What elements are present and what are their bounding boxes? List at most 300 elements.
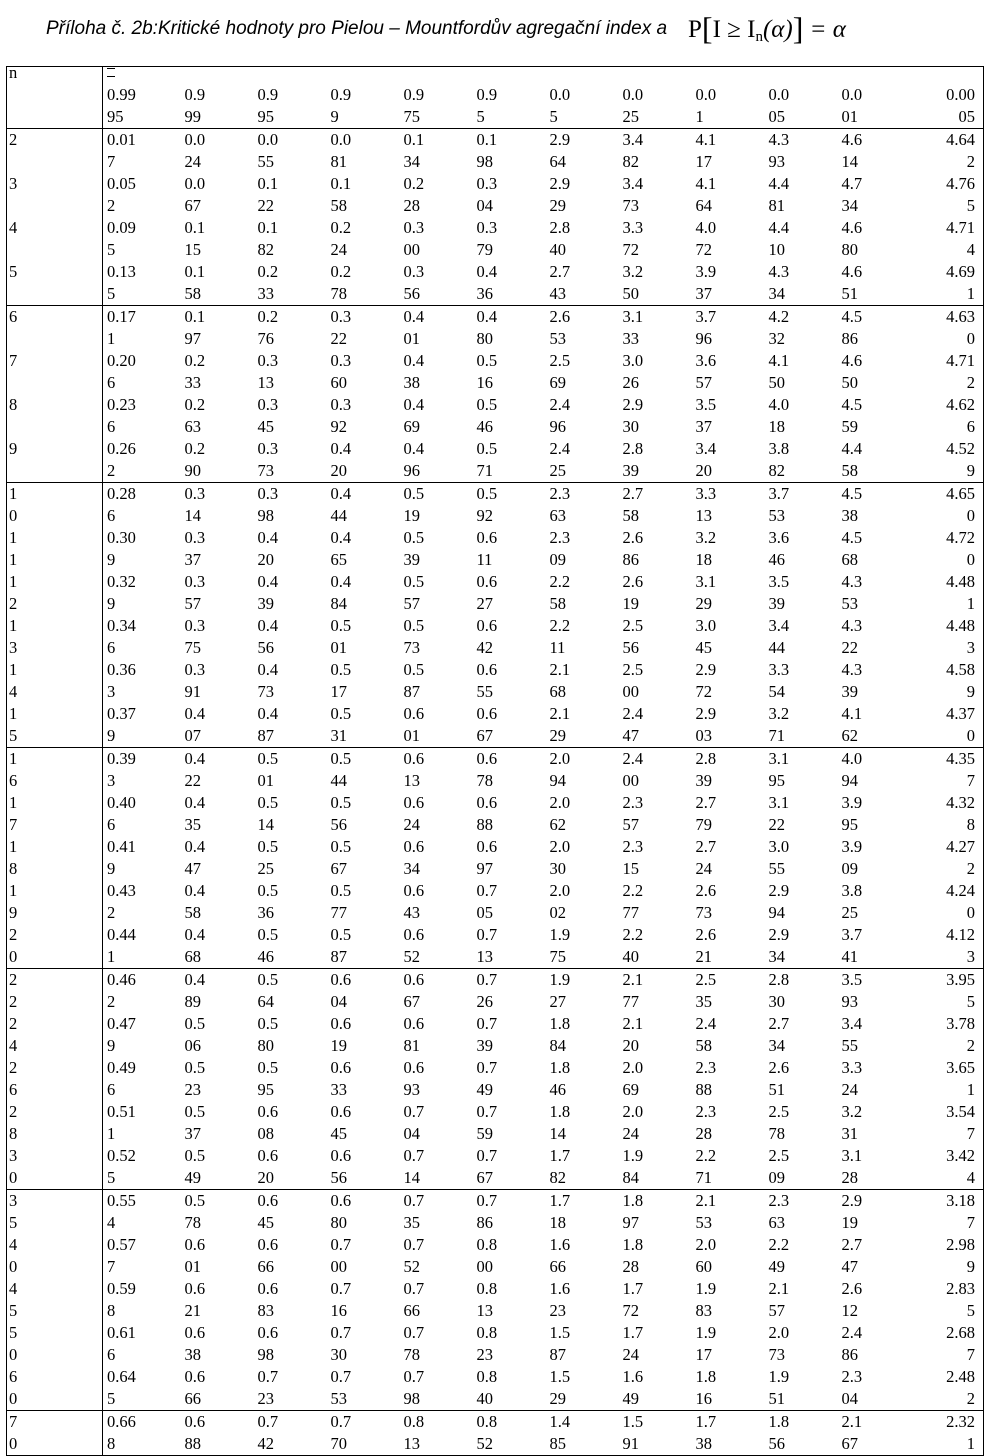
critical-value: 0.7: [476, 881, 498, 900]
critical-value-continued: 6: [107, 638, 116, 657]
critical-value-continued: 69: [622, 1080, 639, 1099]
table-row-continued: [7, 593, 984, 615]
n-value-continued: 4: [7, 1035, 103, 1057]
critical-value-continued: 14: [549, 1124, 566, 1143]
critical-value-continued: 25: [549, 461, 566, 480]
critical-value: 4.6: [838, 129, 911, 152]
n-value-continued: 0: [7, 1433, 103, 1456]
critical-value: 0.17: [103, 306, 181, 329]
critical-value-continued: 30: [768, 992, 785, 1011]
critical-value-continued: 3: [911, 946, 984, 969]
critical-value-continued: 64: [695, 196, 712, 215]
critical-value-continued: 32: [768, 329, 785, 348]
table-row-continued: [7, 372, 984, 394]
critical-value-continued: 72: [695, 682, 712, 701]
critical-value: 0.49: [107, 1058, 136, 1077]
critical-value-continued: 77: [622, 903, 639, 922]
critical-value: 2.4: [549, 439, 571, 458]
critical-value: 1.7: [546, 1190, 619, 1213]
critical-value-continued: 84: [622, 1168, 639, 1187]
n-value: 5: [7, 261, 103, 283]
critical-value-continued: 86: [841, 329, 858, 348]
critical-value: 0.8: [400, 1411, 473, 1434]
critical-value: 0.6: [257, 1279, 279, 1298]
alpha-header-bottom: 95: [107, 107, 124, 126]
critical-value-continued: 34: [403, 859, 420, 878]
overbar-mark: [107, 67, 115, 83]
critical-value-continued: 02: [549, 903, 566, 922]
table-row: [7, 129, 984, 152]
critical-value: 0.6: [476, 837, 498, 856]
critical-value-continued: 45: [695, 638, 712, 657]
critical-value-continued: 34: [841, 196, 858, 215]
critical-value-continued: 24: [695, 859, 712, 878]
critical-value: 0.7: [473, 969, 546, 992]
critical-value: 4.69: [911, 261, 984, 283]
critical-value-continued: 08: [257, 1124, 274, 1143]
critical-value-continued: 22: [184, 771, 201, 790]
critical-value: 2.5: [622, 616, 644, 635]
critical-value: 0.3: [257, 439, 279, 458]
critical-value: 0.7: [403, 1102, 425, 1121]
critical-value: 0.6: [476, 528, 498, 547]
critical-value: 1.5: [549, 1367, 571, 1386]
critical-value: 0.61: [107, 1323, 136, 1342]
critical-value: 0.7: [403, 1235, 425, 1254]
critical-value-continued: 22: [257, 196, 274, 215]
table-row-continued: [7, 814, 984, 836]
table-row-continued: [7, 1212, 984, 1234]
critical-value: 0.7: [330, 1279, 352, 1298]
critical-value: 3.2: [768, 704, 790, 723]
critical-value: 2.4: [622, 704, 644, 723]
critical-value: 4.76: [911, 173, 984, 195]
n-value-continued: 5: [7, 1300, 103, 1322]
critical-value-continued: 33: [330, 1080, 347, 1099]
critical-value-continued: 4: [911, 239, 984, 261]
n-value: 8: [7, 394, 103, 416]
critical-value: 2.5: [622, 660, 644, 679]
critical-value: 2.0: [549, 793, 571, 812]
critical-value-continued: 31: [330, 726, 347, 745]
critical-value: 2.2: [549, 616, 571, 635]
n-value-continued: 7: [7, 814, 103, 836]
critical-value-continued: 11: [476, 550, 493, 569]
critical-value-continued: 24: [622, 1124, 639, 1143]
critical-value-continued: 60: [330, 373, 347, 392]
critical-value: 1.8: [549, 1014, 571, 1033]
n-value-continued: 2: [7, 991, 103, 1013]
critical-value-continued: 30: [330, 1345, 347, 1364]
critical-value: 4.4: [841, 439, 863, 458]
critical-value-continued: 9: [911, 1256, 984, 1278]
critical-value: 3.7: [841, 925, 863, 944]
table-row: [7, 438, 984, 460]
critical-value-continued: 37: [695, 284, 712, 303]
critical-value: 4.5: [841, 528, 863, 547]
critical-value-continued: 46: [257, 947, 274, 966]
critical-value-continued: 39: [257, 594, 274, 613]
table-row-continued: [7, 1256, 984, 1278]
critical-value-continued: 91: [619, 1433, 692, 1456]
critical-value-continued: 87: [257, 726, 274, 745]
critical-value: 4.62: [911, 394, 984, 416]
table-row-continued: [7, 151, 984, 173]
critical-value-continued: 34: [768, 947, 785, 966]
critical-value-continued: 53: [841, 594, 858, 613]
critical-value-continued: 55: [841, 1036, 858, 1055]
critical-value: 3.54: [911, 1101, 984, 1123]
critical-value: 4.7: [841, 174, 863, 193]
critical-value-continued: 82: [257, 240, 274, 259]
critical-value-continued: 25: [257, 859, 274, 878]
table-row-continued: [7, 858, 984, 880]
n-value: 2: [7, 129, 103, 152]
critical-value: 0.3: [403, 218, 425, 237]
critical-value-continued: 79: [476, 240, 493, 259]
critical-value-continued: 20: [257, 550, 274, 569]
table-row-continued: [7, 328, 984, 350]
critical-value-continued: 8: [911, 814, 984, 836]
critical-value-continued: 68: [549, 682, 566, 701]
critical-value-continued: 97: [476, 859, 493, 878]
critical-value: 3.4: [619, 129, 692, 152]
alpha-header-top: 0.00: [911, 84, 984, 106]
critical-value-continued: 5: [911, 991, 984, 1013]
critical-value-continued: 24: [330, 240, 347, 259]
critical-value: 0.4: [327, 483, 400, 506]
critical-value-continued: 77: [330, 903, 347, 922]
n-value: 4: [7, 1278, 103, 1300]
critical-value: 0.6: [403, 1014, 425, 1033]
critical-value-continued: 34: [403, 152, 420, 171]
critical-value: 0.3: [181, 483, 254, 506]
critical-value: 1.9: [768, 1367, 790, 1386]
critical-value-continued: 39: [841, 682, 858, 701]
critical-value-continued: 36: [257, 903, 274, 922]
critical-value: 4.3: [765, 129, 838, 152]
critical-value-continued: 64: [549, 152, 566, 171]
critical-value-continued: 50: [622, 284, 639, 303]
critical-value-continued: 00: [476, 1257, 493, 1276]
critical-value: 2.8: [765, 969, 838, 992]
critical-value: 4.65: [911, 483, 984, 506]
critical-value-continued: 28: [622, 1257, 639, 1276]
critical-value-continued: 41: [841, 947, 858, 966]
critical-value-continued: 58: [184, 284, 201, 303]
critical-value: 3.9: [841, 793, 863, 812]
n-value: 1: [7, 659, 103, 681]
critical-value-continued: 98: [476, 152, 493, 171]
table-row: [7, 217, 984, 239]
critical-value: 3.1: [765, 748, 838, 771]
critical-value: 3.4: [768, 616, 790, 635]
table-row: [7, 1322, 984, 1344]
critical-value: 2.1: [549, 704, 571, 723]
critical-value: 0.0: [254, 129, 327, 152]
critical-value: 1.7: [549, 1146, 571, 1165]
critical-value: 0.6: [257, 1102, 279, 1121]
critical-value-continued: 23: [549, 1301, 566, 1320]
critical-value: 2.1: [838, 1411, 911, 1434]
critical-value-continued: 18: [549, 1213, 566, 1232]
critical-value: 2.7: [549, 262, 571, 281]
critical-value-continued: 94: [768, 903, 785, 922]
table-row: [7, 792, 984, 814]
critical-value-continued: 88: [695, 1080, 712, 1099]
header-row-alpha: [7, 84, 984, 106]
critical-value: 4.35: [911, 748, 984, 771]
critical-value: 0.39: [103, 748, 181, 771]
critical-value-continued: 94: [549, 771, 566, 790]
critical-value-continued: 82: [549, 1168, 566, 1187]
critical-value-continued: 39: [768, 594, 785, 613]
critical-value-continued: 4: [107, 1213, 116, 1232]
critical-value: 0.09: [107, 218, 136, 237]
critical-value: 0.6: [327, 969, 400, 992]
critical-value-continued: 19: [841, 1213, 858, 1232]
critical-value-continued: 98: [403, 1389, 420, 1408]
n-value: 2: [7, 969, 103, 992]
critical-value-continued: 92: [330, 417, 347, 436]
critical-value: 2.8: [549, 218, 571, 237]
critical-value-continued: 52: [403, 947, 420, 966]
critical-value: 2.6: [695, 925, 717, 944]
critical-value: 2.7: [695, 793, 717, 812]
critical-value-continued: 88: [476, 815, 493, 834]
critical-value: 0.6: [330, 1058, 352, 1077]
critical-value-continued: 33: [257, 284, 274, 303]
critical-value: 2.2: [622, 925, 644, 944]
critical-value-continued: 29: [695, 594, 712, 613]
critical-value: 0.01: [103, 129, 181, 152]
n-value-continued: 8: [7, 1123, 103, 1145]
n-value-continued: [7, 239, 103, 261]
critical-value-continued: 36: [476, 284, 493, 303]
critical-value: 0.5: [403, 616, 425, 635]
critical-value: 3.1: [695, 572, 717, 591]
critical-value: 2.6: [841, 1279, 863, 1298]
critical-value: 0.5: [254, 748, 327, 771]
critical-value-continued: 7: [911, 1123, 984, 1145]
critical-value-continued: 30: [622, 417, 639, 436]
critical-value: 1.6: [622, 1367, 644, 1386]
critical-value: 0.59: [107, 1279, 136, 1298]
critical-value-continued: 45: [330, 1124, 347, 1143]
critical-value-continued: 43: [403, 903, 420, 922]
critical-value-continued: 66: [403, 1301, 420, 1320]
critical-value: 0.4: [181, 969, 254, 992]
critical-value: 0.4: [257, 660, 279, 679]
n-value: 1: [7, 703, 103, 725]
critical-value: 1.8: [765, 1411, 838, 1434]
critical-value-continued: 7: [107, 152, 116, 171]
critical-value: 2.5: [549, 351, 571, 370]
critical-value: 4.0: [768, 395, 790, 414]
critical-value-continued: 16: [695, 1389, 712, 1408]
critical-value-continued: 15: [184, 240, 201, 259]
critical-value: 0.5: [181, 1190, 254, 1213]
critical-value: 2.7: [695, 837, 717, 856]
critical-value-continued: 20: [622, 1036, 639, 1055]
critical-value-continued: 57: [622, 815, 639, 834]
header-row-alpha-continued: [7, 106, 984, 129]
critical-value: 4.1: [768, 351, 790, 370]
critical-value-continued: 09: [549, 550, 566, 569]
critical-value-continued: 29: [549, 1389, 566, 1408]
critical-value-continued: 38: [692, 1433, 765, 1456]
n-label: n: [7, 62, 103, 84]
critical-value-continued: 67: [838, 1433, 911, 1456]
critical-value: 0.57: [107, 1235, 136, 1254]
critical-value: 4.27: [911, 836, 984, 858]
critical-value: 3.8: [841, 881, 863, 900]
critical-value-continued: 30: [549, 859, 566, 878]
alpha-header-mark: [400, 67, 473, 85]
alpha-header-bottom: 9: [330, 107, 339, 126]
critical-value: 3.1: [768, 793, 790, 812]
critical-value: 0.5: [184, 1102, 206, 1121]
critical-value: 3.7: [765, 483, 838, 506]
critical-value: 4.1: [692, 129, 765, 152]
critical-value-continued: 1: [107, 1124, 116, 1143]
critical-value: 0.23: [107, 395, 136, 414]
critical-value: 0.43: [107, 881, 136, 900]
n-value-continued: 0: [7, 1256, 103, 1278]
critical-value-continued: 13: [695, 506, 712, 525]
critical-value: 4.3: [841, 616, 863, 635]
critical-value: 0.7: [254, 1411, 327, 1434]
n-value-continued: 2: [7, 593, 103, 615]
critical-value: 4.52: [911, 438, 984, 460]
critical-value: 3.1: [619, 306, 692, 329]
n-value: 3: [7, 1145, 103, 1167]
critical-value-continued: 59: [476, 1124, 493, 1143]
critical-value: 0.5: [330, 793, 352, 812]
critical-value: 0.3: [257, 395, 279, 414]
critical-value: 0.6: [476, 616, 498, 635]
critical-value-continued: 82: [768, 461, 785, 480]
critical-value: 0.5: [257, 881, 279, 900]
critical-value: 1.5: [619, 1411, 692, 1434]
critical-value-continued: 46: [768, 550, 785, 569]
critical-value-continued: 91: [184, 682, 201, 701]
critical-value: 2.3: [622, 837, 644, 856]
critical-value: 3.0: [695, 616, 717, 635]
critical-value: 3.2: [622, 262, 644, 281]
critical-value: 0.3: [327, 306, 400, 329]
critical-value-continued: 56: [765, 1433, 838, 1456]
n-value-continued: [7, 328, 103, 350]
critical-value: 4.6: [841, 218, 863, 237]
n-value: 1: [7, 880, 103, 902]
critical-value-continued: 9: [911, 460, 984, 483]
critical-value: 0.6: [403, 1058, 425, 1077]
critical-value-continued: 80: [257, 1036, 274, 1055]
critical-value: 4.12: [911, 924, 984, 946]
critical-value-continued: 51: [768, 1389, 785, 1408]
critical-value: 4.63: [911, 306, 984, 329]
critical-value: 4.4: [768, 218, 790, 237]
critical-value-continued: 42: [254, 1433, 327, 1456]
critical-value: 4.3: [841, 572, 863, 591]
critical-value: 0.6: [181, 1411, 254, 1434]
critical-value: 2.0: [549, 881, 571, 900]
title-text: Příloha č. 2b:Kritické hodnoty pro Pielou – Mountfordův agregační index a: [46, 18, 668, 39]
critical-value: 0.6: [476, 704, 498, 723]
critical-value: 2.0: [546, 748, 619, 771]
critical-value: 2.1: [622, 1014, 644, 1033]
n-value-continued: [7, 151, 103, 173]
critical-value-continued: 64: [257, 992, 274, 1011]
critical-value: 0.28: [103, 483, 181, 506]
critical-value-continued: 98: [257, 1345, 274, 1364]
table-row-continued: [7, 239, 984, 261]
n-value-continued: 5: [7, 725, 103, 748]
critical-value: 0.3: [403, 262, 425, 281]
critical-value-continued: 13: [476, 947, 493, 966]
table-row: [7, 1366, 984, 1388]
critical-value-continued: 62: [841, 726, 858, 745]
critical-value: 1.5: [549, 1323, 571, 1342]
critical-value: 0.5: [403, 572, 425, 591]
alpha-header-bottom: 5: [476, 107, 485, 126]
critical-value: 0.6: [257, 1146, 279, 1165]
critical-value-continued: 63: [768, 1213, 785, 1232]
alpha-header-top: 0.99: [107, 85, 136, 104]
critical-value-continued: 58: [841, 461, 858, 480]
critical-value-continued: 04: [841, 1389, 858, 1408]
critical-value-continued: 72: [622, 240, 639, 259]
critical-value-continued: 40: [476, 1389, 493, 1408]
critical-value-continued: 5: [911, 1300, 984, 1322]
critical-value-continued: 20: [330, 461, 347, 480]
critical-value: 4.58: [911, 659, 984, 681]
critical-value: 0.6: [403, 925, 425, 944]
critical-value: 0.5: [473, 483, 546, 506]
critical-value-continued: 1: [911, 593, 984, 615]
critical-value: 1.9: [695, 1323, 717, 1342]
critical-value-continued: 28: [841, 1168, 858, 1187]
table-row-continued: [7, 1079, 984, 1101]
table-row: [7, 173, 984, 195]
table-row: [7, 527, 984, 549]
critical-value: 2.6: [622, 572, 644, 591]
table-row: [7, 748, 984, 771]
critical-value: 0.3: [184, 616, 206, 635]
critical-value: 2.3: [765, 1190, 838, 1213]
alpha-header-bottom: 5: [549, 107, 558, 126]
table-row-continued: [7, 416, 984, 438]
critical-value: 0.3: [476, 218, 498, 237]
table-row-continued: [7, 1300, 984, 1322]
alpha-header-mark: [327, 67, 400, 85]
critical-value: 2.6: [768, 1058, 790, 1077]
critical-value: 2.1: [549, 660, 571, 679]
critical-value-continued: 5: [107, 1168, 116, 1187]
critical-value: 3.2: [695, 528, 717, 547]
critical-value: 0.7: [476, 1058, 498, 1077]
critical-value-continued: 69: [403, 417, 420, 436]
critical-value-continued: 58: [184, 903, 201, 922]
critical-value-continued: 7: [911, 770, 984, 792]
critical-value-continued: 29: [549, 196, 566, 215]
critical-value: 0.05: [107, 174, 136, 193]
critical-value: 2.6: [546, 306, 619, 329]
table-row: [7, 659, 984, 681]
critical-value-continued: 23: [257, 1389, 274, 1408]
table-row-continued: [7, 1123, 984, 1145]
